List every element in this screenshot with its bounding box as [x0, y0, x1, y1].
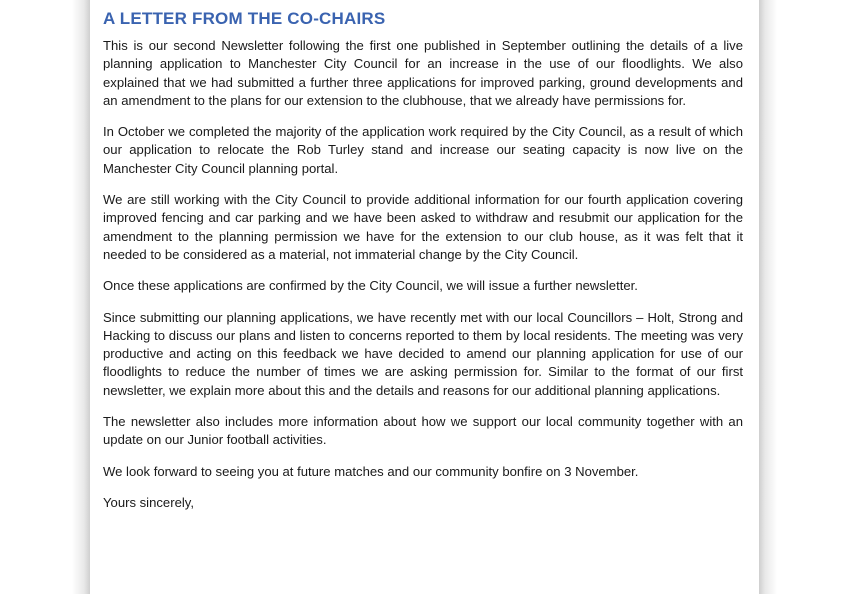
letter-heading: A LETTER FROM THE CO-CHAIRS: [103, 9, 386, 28]
page-shadow-left: [0, 0, 90, 594]
letter-closing: Yours sincerely,: [103, 494, 194, 510]
page-shadow-right: [759, 0, 849, 594]
paragraph-further-newsletter: Once these applications are confirmed by the City Council, we will issue a further newsletter.: [103, 278, 638, 294]
paragraph-councillors-meeting: Since submitting our planning applications, we have recently met with our local Councillors – Holt, Strong and Hacking to discuss our plans and listen to concerns reported to them by local residents. The meeting was very productive and acting on this feedback we have decided to amend our planning application for use of our floodlights to reduce the number of times we are asking permission for. Similar to the format of our first newsletter, we explain more about this and the details and reasons for our additional planning applications.: [103, 309, 743, 398]
letter-page: [90, 0, 759, 594]
paragraph-fourth-application: We are still working with the City Council to provide additional information for our fourth application covering improved fencing and car parking and we have been asked to withdraw and resubmit our application for the amendment to the planning permission we have for the extension to our club house, as it was felt that it needed to be considered as a material, not immaterial change by the City Council.: [103, 192, 743, 262]
paragraph-october-update: In October we completed the majority of the application work required by the City Council, as a result of which our application to relocate the Rob Turley stand and increase our seating capacity is now live on the Manchester City Council planning portal.: [103, 124, 743, 176]
paragraph-community-support: The newsletter also includes more information about how we support our local community together with an update on our Junior football activities.: [103, 414, 743, 448]
paragraph-intro: This is our second Newsletter following the first one published in September outlining the details of a live planning application to Manchester City Council for an increase in the use of our floodlights. We also explained that we had submitted a further three applications for improved parking, ground developments and an amendment to the plans for our extension to the clubhouse, that we already have permissions for.: [103, 38, 743, 108]
paragraph-bonfire: We look forward to seeing you at future matches and our community bonfire on 3 November.: [103, 463, 639, 479]
letter-content: [103, 8, 743, 512]
